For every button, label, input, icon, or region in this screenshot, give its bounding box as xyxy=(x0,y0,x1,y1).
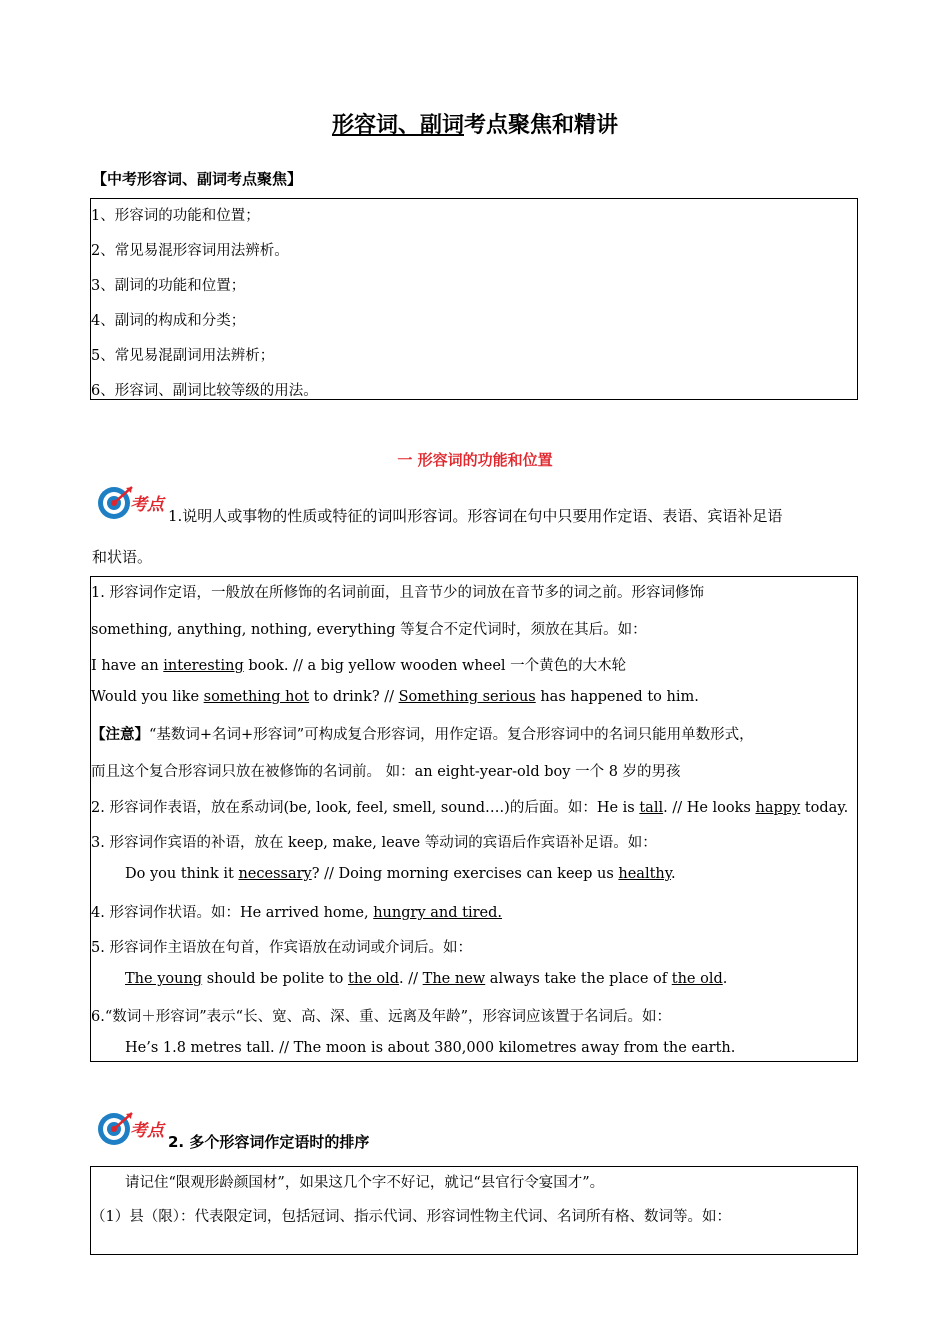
list-item: 6、形容词、副词比较等级的用法。 xyxy=(91,383,318,399)
rule-line: 2. 形容词作表语，放在系动词(be, look, feel, smell, sound….)的后面。如：He is tall. // He looks happy today. xyxy=(91,800,849,816)
point1-text: 1.说明人或事物的性质或特征的词叫形容词。形容词在句中只要用作定语、表语、宾语补足语 xyxy=(168,507,783,525)
rule-line: （1）县（限）：代表限定词，包括冠词、指示代词、形容词性物主代词、名词所有格、数词等。如： xyxy=(91,1209,731,1225)
point2-title: 2. 多个形容词作定语时的排序 xyxy=(168,1133,370,1151)
rule-line: 1. 形容词作定语，一般放在所修饰的名词前面，且音节少的词放在音节多的词之前。形容词修饰 xyxy=(91,585,704,601)
focus-heading: 【中考形容词、副词考点聚焦】 xyxy=(92,170,303,188)
rule-line: 6.“数词＋形容词”表示“长、宽、高、深、重、远离及年龄”，形容词应该置于名词后。如： xyxy=(91,1009,671,1025)
list-item: 5、常见易混副词用法辨析； xyxy=(91,348,275,364)
kaodian-badge xyxy=(96,484,168,524)
note-label: 【注意】 xyxy=(91,727,149,743)
badge-label: 考点 xyxy=(130,1121,164,1141)
point1-text-cont: 和状语。 xyxy=(92,548,153,566)
kaodian-badge-2 xyxy=(96,1110,168,1150)
list-item: 4、副词的构成和分类； xyxy=(91,313,246,329)
example-line: Do you think it necessary? // Doing morning exercises can keep us healthy. xyxy=(125,866,676,882)
note-line: 而且这个复合形容词只放在被修饰的名词前。 如：an eight-year-old boy 一个 8 岁的男孩 xyxy=(91,764,681,780)
adjective-order-box xyxy=(90,1166,858,1255)
example-line: I have an interesting book. // a big yellow wooden wheel 一个黄色的大木轮 xyxy=(91,658,627,674)
page-title: 形容词、副词考点聚焦和精讲 xyxy=(331,113,619,138)
adjective-usage-box xyxy=(90,576,858,1062)
mnemonic-line: 请记住“限观形龄颜国材”，如果这几个字不好记，就记“县官行令宴国才”。 xyxy=(125,1175,605,1191)
list-item: 1、形容词的功能和位置； xyxy=(91,208,260,224)
section-title: 一 形容词的功能和位置 xyxy=(397,451,553,469)
list-item: 3、副词的功能和位置； xyxy=(91,278,246,294)
list-item: 2、常见易混形容词用法辨析。 xyxy=(91,243,289,259)
focus-list-box xyxy=(90,198,858,400)
note-line: 【注意】“基数词+名词+形容词”可构成复合形容词，用作定语。复合形容词中的名词只能用单数形式， xyxy=(91,727,754,743)
rule-line: something, anything, nothing, everything 等复合不定代词时，须放在其后。如： xyxy=(91,622,647,638)
example-line: Would you like something hot to drink? // Something serious has happened to him. xyxy=(91,689,699,705)
rule-line: 3. 形容词作宾语的补语，放在 keep, make, leave 等动词的宾语后作宾语补足语。如： xyxy=(91,835,657,851)
example-line: The young should be polite to the old. // The new always take the place of the old. xyxy=(125,971,728,987)
badge-label: 考点 xyxy=(130,495,164,515)
rule-line: 4. 形容词作状语。如：He arrived home, hungry and tired. xyxy=(91,905,502,921)
rule-line: 5. 形容词作主语放在句首，作宾语放在动词或介词后。如： xyxy=(91,940,472,956)
example-line: He’s 1.8 metres tall. // The moon is about 380,000 kilometres away from the earth. xyxy=(125,1040,736,1056)
